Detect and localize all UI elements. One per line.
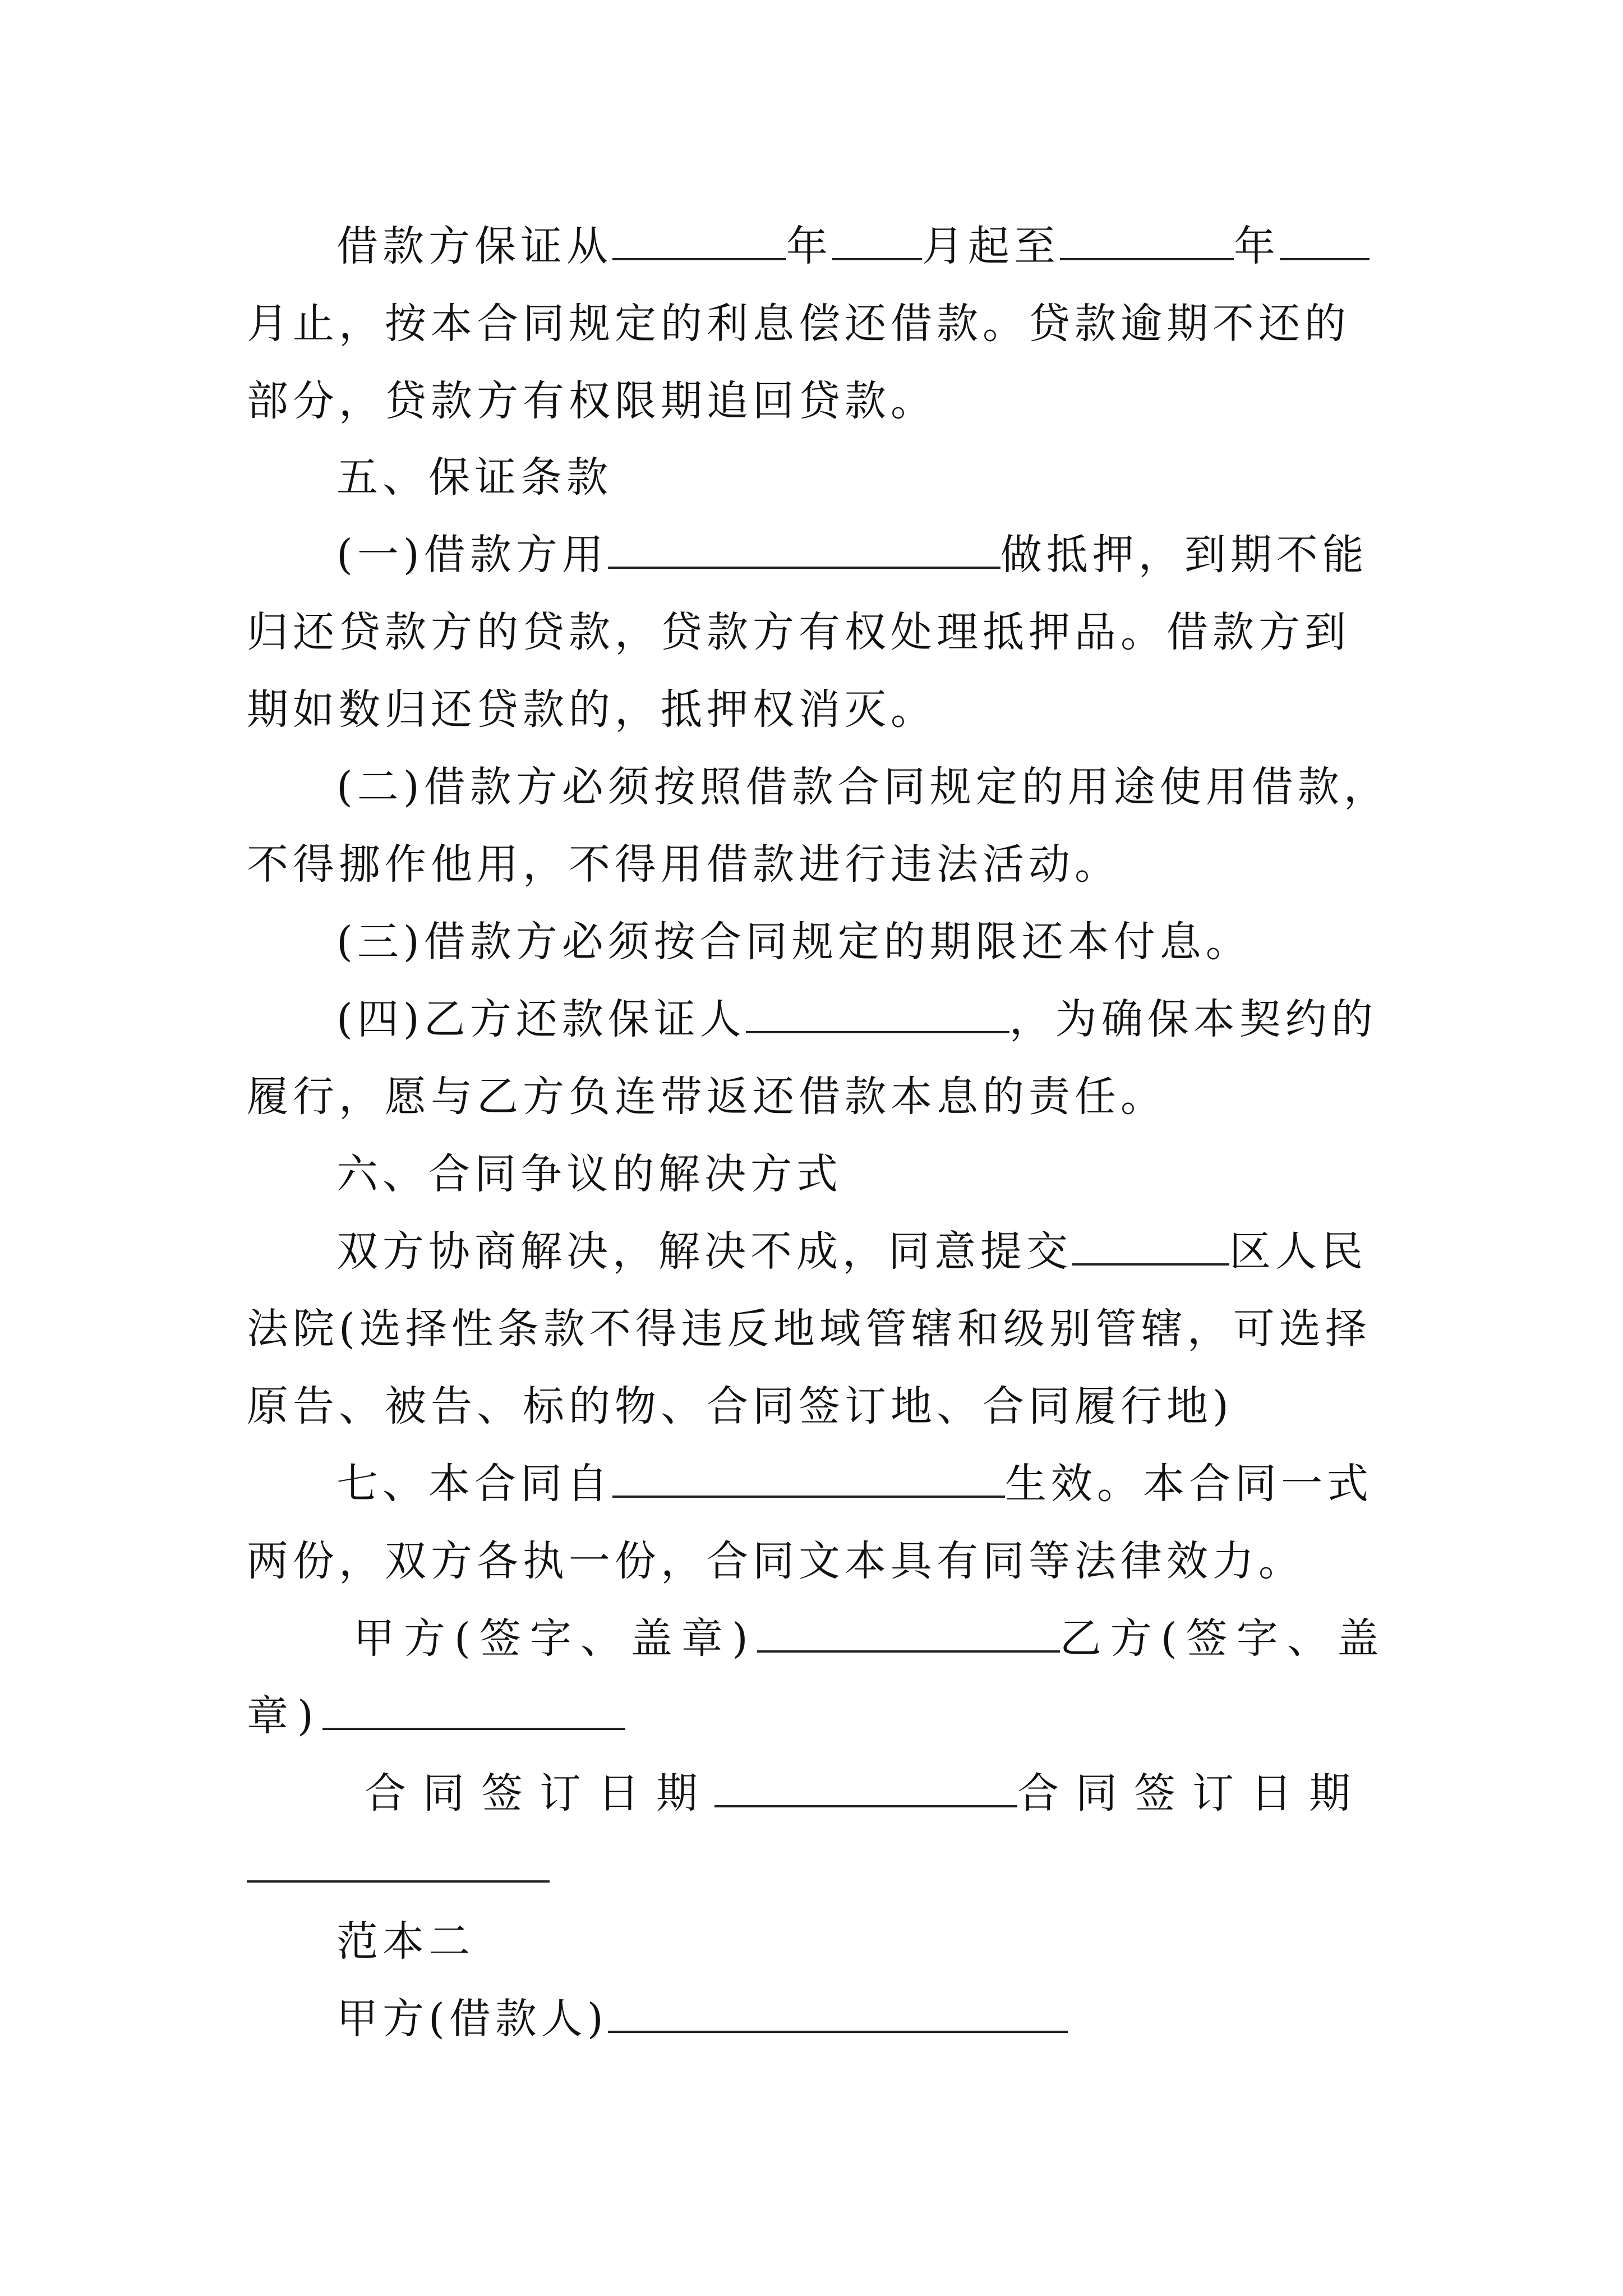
blank-line[interactable] <box>1280 219 1370 260</box>
blank-line[interactable] <box>608 527 1000 569</box>
text-segment: 做抵押，到期不能归还贷款方的贷款，贷款方有权处理抵押品。借款方到期如数归还贷款的，抵押权消灭。 <box>247 531 1368 734</box>
clause-5-2: (二)借款方必须按照借款合同规定的用途使用借款，不得挪作他用，不得用借款进行违法活动。 <box>247 763 1390 889</box>
clause-5-3: (三)借款方必须按合同规定的期限还本付息。 <box>336 918 1252 966</box>
blank-line[interactable] <box>247 1880 550 1883</box>
text-segment: 甲方(签字、盖章) <box>353 1614 757 1663</box>
repayment-clause <box>247 208 1391 440</box>
text-segment: ，为确保本契约的履行，愿与乙方负连带返还借款本息的责任。 <box>247 995 1377 1121</box>
text-segment: (一)借款方用 <box>336 531 608 579</box>
section-heading: 六、合同争议的解决方式 <box>336 1150 842 1198</box>
dispute-clause <box>247 1213 1391 1445</box>
effective-clause <box>247 1445 1391 1600</box>
text-segment: 合同签订日期 <box>1017 1769 1367 1818</box>
party-a-line <box>247 1980 1391 2058</box>
text-segment: 甲方(借款人) <box>336 1995 608 2043</box>
text-segment: (四)乙方还款保证人 <box>336 995 746 1043</box>
blank-line[interactable] <box>1072 1224 1229 1266</box>
clause-5-4 <box>247 981 1391 1135</box>
signature-line <box>247 1600 1391 1755</box>
text-segment: 合同签订日期 <box>365 1769 714 1818</box>
text-segment: 年 <box>1234 222 1280 270</box>
text-segment: 双方协商解决，解决不成，同意提交 <box>336 1227 1072 1276</box>
text-segment: 乙方(签字、盖章) <box>247 1614 1388 1740</box>
blank-line[interactable] <box>832 219 922 260</box>
text-segment: 区人民法院(选择性条款不得违反地域管辖和级别管辖，可选择原告、被告、标的物、合同签订地、合同履行地) <box>247 1227 1371 1430</box>
text-segment: 月止，按本合同规定的利息偿还借款。贷款逾期不还的部分，贷款方有权限期追回贷款。 <box>247 300 1350 425</box>
blank-line[interactable] <box>757 1611 1060 1653</box>
text-segment: 生效。本合同一式两份，双方各执一份，合同文本具有同等法律效力。 <box>247 1460 1373 1585</box>
blank-line[interactable] <box>608 1991 1068 2033</box>
text-segment: 年 <box>786 222 832 270</box>
date-line <box>247 1755 1391 1832</box>
blank-line[interactable] <box>714 1766 1017 1807</box>
clause-5-1 <box>247 516 1391 748</box>
section-heading: 五、保证条款 <box>336 453 612 501</box>
sample-heading: 范本二 <box>336 1917 474 1966</box>
blank-line[interactable] <box>746 992 1009 1033</box>
text-segment: 月起至 <box>922 222 1060 270</box>
blank-line[interactable] <box>1060 219 1234 260</box>
blank-line[interactable] <box>612 219 786 260</box>
text-segment: 七、本合同自 <box>336 1460 612 1508</box>
blank-line[interactable] <box>612 1456 1005 1498</box>
blank-line[interactable] <box>322 1688 625 1730</box>
text-segment: 借款方保证从 <box>336 222 612 270</box>
